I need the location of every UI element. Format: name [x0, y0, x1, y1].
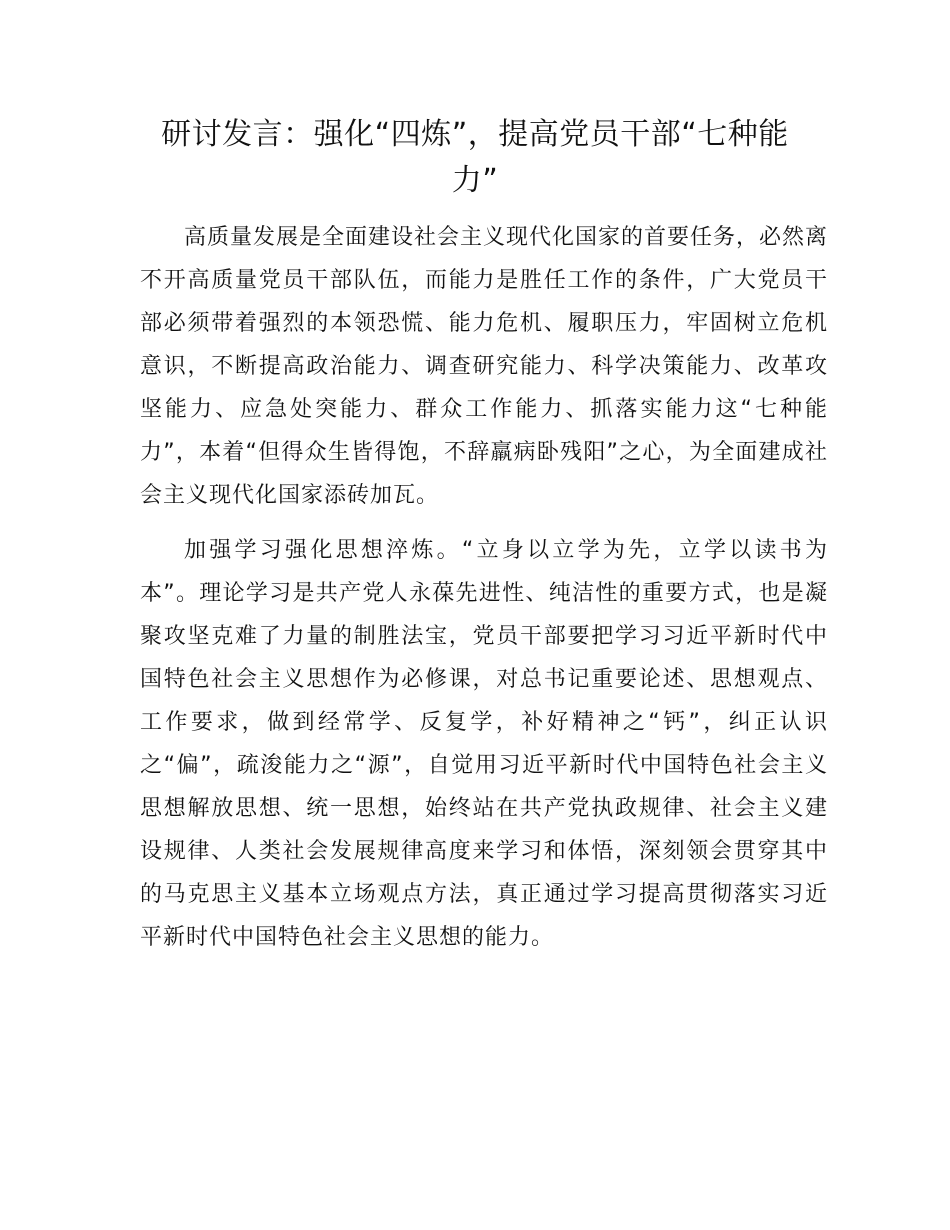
document-title: 研讨发言：强化“四炼”，提高党员干部“七种能力” [161, 117, 789, 198]
paragraph-intro: 高质量发展是全面建设社会主义现代化国家的首要任务，必然离不开高质量党员干部队伍，而能力是胜任工作的条件，广大党员干部必须带着强烈的本领恐慌、能力危机、履职压力，牢固树立危机意识，不断提高政治能力、调查研究能力、科学决策能力、改革攻坚能力、应急处突能力、群众工作能力、抓落实能力这“七种能力”，本着“但得众生皆得饱，不辞羸病卧残阳”之心，为全面建成社会主义现代化国家添砖加瓦。 [140, 225, 829, 508]
document-body [140, 216, 828, 971]
paragraph-study: 加强学习强化思想淬炼。“立身以立学为先，立学以读书为本”。理论学习是共产党人永葆先进性、纯洁性的重要方式，也是凝聚攻坚克难了力量的制胜法宝，党员干部要把学习习近平新时代中国特色社会主义思想作为必修课，对总书记重要论述、思想观点、工作要求，做到经常学、反复学，补好精神之“钙”，纠正认识之“偏”，疏浚能力之“源”，自觉用习近平新时代中国特色社会主义思想解放思想、统一思想，始终站在共产党执政规律、社会主义建设规律、人类社会发展规律高度来学习和体悟，深刻领会贯穿其中的马克思主义基本立场观点方法，真正通过学习提高贯彻落实习近平新时代中国特色社会主义思想的能力。 [140, 538, 828, 950]
